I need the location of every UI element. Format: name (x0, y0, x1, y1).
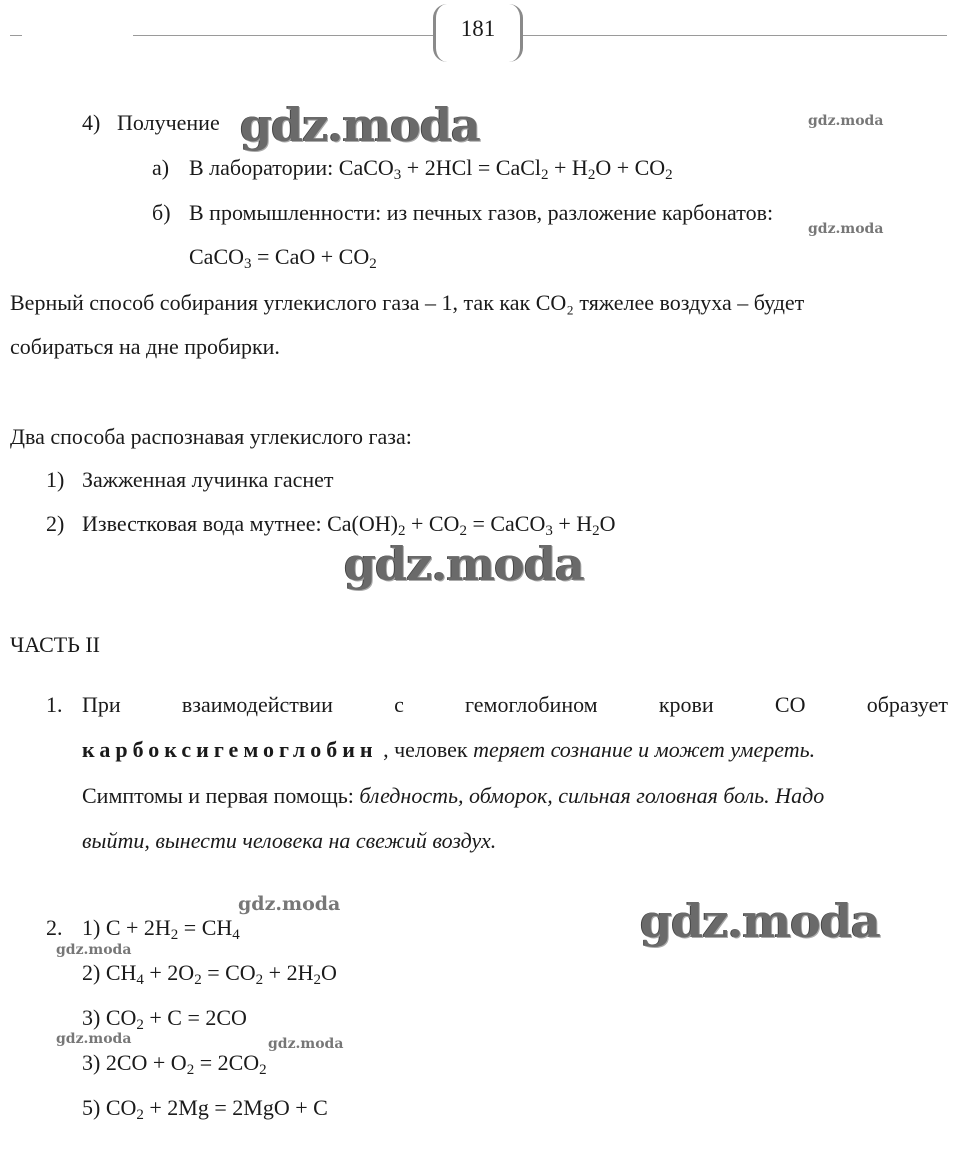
collect-line-1: Верный способ собирания углекислого газа – 1, так как CO₂ тяжелее воздуха – будет (10, 290, 805, 315)
q1-word: образует (866, 692, 948, 717)
watermark-logo: gdz.moda (808, 113, 884, 129)
recognize-title: Два способа распознавая углекислого газа: (10, 424, 412, 449)
q1-word: крови (658, 692, 714, 717)
q1-italic-2: бледность, обморок, сильная головная боль. Надо (359, 783, 825, 808)
q2-eq-2: 2) $CH_4 + 2O_2 = CO_2 + 2H_2O$ (82, 960, 337, 988)
watermark-logo: gdz.moda (238, 893, 341, 915)
q1-italic-1: теряет сознание и может умереть. (473, 737, 816, 762)
equation-industry: CaCO$_3$ = CaO + $CO_2$ (189, 244, 377, 272)
equation-lab: В лаборатории: CaCO$_3$ + 2HCl = CaCl$_2$ + $H_2O + CO_2$ (189, 155, 673, 183)
recognize-item2-number: 2) (46, 511, 65, 536)
watermark-logo: gdz.moda (56, 1031, 132, 1047)
q1-word: взаимодействии (181, 692, 333, 717)
q1-line-4: выйти, вынести человека на свежий воздух. (82, 828, 497, 853)
q1-line-1 (82, 692, 948, 718)
watermark-logo: gdz.moda (268, 1036, 344, 1052)
q2-number: 2. (46, 915, 63, 940)
watermark-logo: gdz.moda (56, 942, 132, 958)
watermark-logo: gdz.moda (640, 894, 880, 948)
q1-word: При (82, 692, 121, 717)
q2-eq-4: 3) $2CO + O_2 = 2CO_2$ (82, 1050, 267, 1078)
header-rule-left (133, 35, 433, 36)
watermark-logo: gdz.moda (344, 537, 584, 591)
q1-line-2: карбоксигемоглобин , человек теряет сознание и может умереть. (82, 737, 816, 762)
part2-heading: ЧАСТЬ II (10, 632, 100, 657)
q1-word: гемоглобином (465, 692, 598, 717)
q2-eq-3: 3) $CO_2 + C = 2CO$ (82, 1005, 247, 1033)
page-number: 181 (433, 4, 523, 62)
recognize-item1: Зажженная лучинка гаснет (82, 467, 334, 492)
header-dash (10, 35, 22, 36)
watermark-logo: gdz.moda (808, 221, 884, 237)
collect-line-2: собираться на дне пробирки. (10, 334, 280, 359)
header-rule-right (523, 35, 947, 36)
q1-number: 1. (46, 692, 63, 717)
q1-word: с (394, 692, 404, 717)
q2-eq-1: 1) $C + 2H_2 = CH_4$ (82, 915, 240, 943)
q1-line-3: Симптомы и первая помощь: бледность, обморок, сильная головная боль. Надо (82, 783, 825, 808)
recognize-item1-number: 1) (46, 467, 65, 492)
section4-b-label: б) (152, 200, 171, 225)
section4-title: Получение (117, 110, 220, 135)
q1-term: карбоксигемоглобин (82, 737, 378, 762)
q1-word: CO (774, 692, 806, 717)
q2-eq-5: 5) $CO_2 + 2Mg = 2MgO + C$ (82, 1095, 328, 1123)
recognize-item2: Известковая вода мутнее: $Ca(OH)_2 + CO_2$ = CaCO$_3$ + $H_2O$ (82, 511, 616, 539)
section4-a-label: а) (152, 155, 170, 180)
section4-b-text: В промышленности: из печных газов, разложение карбонатов: (189, 200, 774, 225)
section4-number: 4) (82, 110, 101, 135)
watermark-logo: gdz.moda (240, 98, 480, 152)
